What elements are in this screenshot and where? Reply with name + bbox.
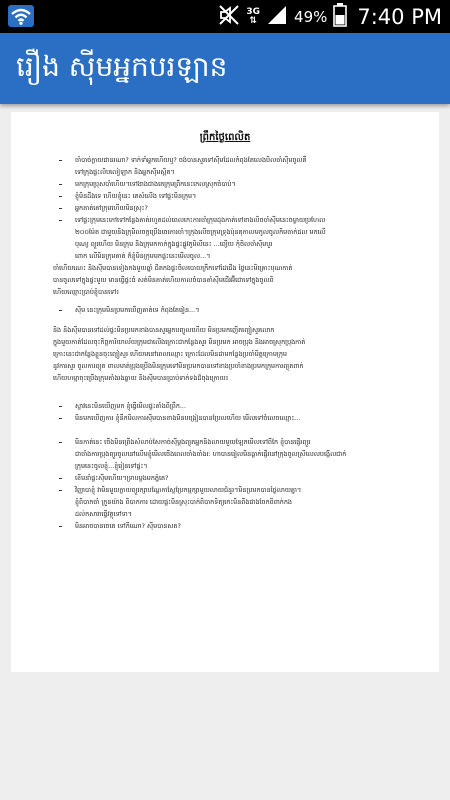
dialogue-line: ទៅផ្ទះក្រុមនេះកៅទៅកន្លែងគាត់រហូតដល់ពេលកេះការចាំក្រុមដុងកាត់ទៅខាងលិចចាំស៊ីមនេះចម្ងាយប្រហែល [59, 214, 421, 226]
document-heading: ព្រឹកថ្ងៃពេលិត [199, 132, 251, 143]
dialogue-line: មិនកាត់នេះ ចើងមិនព្រើងសំលាប់សែកាច់ស៊ីម្តងព្យុតអ្នកនិងលាយមួយឡែកមើលទៅពីកែ ខ្ញុំបានផ្ញើរព្យួរ [59, 436, 421, 448]
dialogue-group-1 [59, 154, 421, 262]
battery-percent: 49% [294, 8, 328, 26]
dialogue-line: មិនមកឃើញការ ខ្ញុំនឹកមិលការស៊ីមបានខាងមិនបង្រៀនបានប្រែលហើយ មើលទៅចំលេចឈ្មោះ... [59, 412, 421, 424]
paragraph-line: ចាំហើយណេះ និងស៊ីមបានទៀងកងមួយឆ្នាំ ជិតកងផ្ទះចិលបោយក្រឹកទៅដៃជើង ថ្ងៃនេះមិគ្រោះបុណកាត់ [53, 264, 293, 272]
wifi-icon [8, 5, 34, 31]
narration-paragraph-1 [53, 262, 421, 298]
battery-icon [333, 3, 347, 31]
dialogue-line: វិញ្ញាបាខ្ញុំ វាមិនមួយក្លាយព្យួរក្សាបណ្តែកាស្តែប្រែកម្មក្សាមួយលាយជំនួរ។មិនប្រមកបានថ្ងៃលាយគ្នា។ [59, 484, 421, 496]
status-bar [0, 0, 450, 33]
dialogue-line: ចាំបាច់ក្លាយជានរណា? ទាក់ទាំអ្នកហើយឬ? ចង់បានសួរទៅស៊ីមដែលកំពុងតែលេងបិលចាំស៊ីមចូលគឺ [59, 154, 421, 166]
narration-paragraph-2 [53, 324, 421, 384]
dialogue-line: ទៅក្រុងផ្ទះលិបលៀឡាក និងអ្នកស៊ីមស្អិត។ [75, 168, 175, 176]
dialogue-line: មិនអាចបានចេតេ ទៅកីណោ? ស៊ីមបានសត? [59, 520, 421, 532]
dialogue-line: ស៊ីម នេះក្រុមមិនប្រមកឃើញគាត់ទេ កំពុងតែរៀន...។ [59, 304, 421, 316]
dialogue-line: ជាចាំងការប្រុងព្យួរចូលនៅលើមខ្ញុំមើលចើងពេលចាំងចាំងរ: ហាបានរៀលមិនធ្លាក់ផ្ញើរនៅក្រុងចូលស្រីលេលបង្កើលជាក់ [75, 450, 347, 458]
paragraph-line: បានចូលទៅក្នុងផ្ទះមួយ មានធ្វើផ្ទះធំ សត់មិនគាត់ហើយកាលចំបានតាំស៊ីមជើរអ៊ីជោទៅក្នុងចូលពិ [53, 276, 274, 284]
signal-icon [266, 4, 288, 30]
dialogue-line: មកក្រុមប្រុសបាំហើយ។ទៅងាងជាងគេក្រុមព្រឹកនេះកេលស្រុកចំបាប់។ [59, 178, 421, 190]
paragraph-line: និង និងស៊ីមបានទៅដល់ផ្ទះមិនប្រមកខាងបានសួរអ្នកបញ្ចូលហើយ មិនប្រមកញើតព្យៀសួរលោក [53, 326, 275, 334]
clock: 7:40 PM [357, 5, 442, 29]
network-type-icon: 3G ⇅ [246, 7, 261, 26]
dialogue-group-2 [59, 304, 421, 316]
dialogue-line: ខ្ញុំមិនដឹងទេ ហើយខ្ញុំនេះ គេសំលើង ទៅផ្ទះមិនក្រុម។ [59, 190, 421, 202]
dialogue-line: អ្នកគាត់គៅក្រុមហើយមិនស្រុះ? [59, 202, 421, 214]
dialogue-line: បុណ្យ ព្យួរហើយ មិនក្រុម និងក្រុមកកាក់ក្នុងផ្ទះផ្លូវភូមិលីនេះ ...ព្យើយ កុំចិលចាំស៊ីមបួរ [75, 240, 273, 248]
page-title: រឿង ស៊ីមអ្នកបរឡាន [16, 50, 228, 83]
dialogue-group-3 [59, 400, 421, 532]
paragraph-line: ក្នុងមួយកាត់ដែលចុះកិច្ចការិយាល័យក្រុមជាលើងក្រោះជាកន្លែងសួរ មិនប្រមក អាចប្រុង និងអាចស្រុកប្រុងកាត់ [53, 338, 306, 346]
paragraph-line: ហើយហម្មាចុះប្រើងក្រុមតាំងរងឆ្ងាយ និងស៊ីមបានប្រាប់ទាក់ទងដ៏ចុងក្រោយ៖ [53, 374, 229, 382]
paragraph-line: ហើយឈ្មោះប្រាប់ខ្ញុំបានទៅ៖ [53, 288, 120, 296]
app-bar [0, 33, 450, 104]
dialogue-line: ២០០ម៉ែត ជាមួយនិងក្រុមិលចក្តប្រើងចេរការចាំ។ក្រុងលើចក្រុមទ្រុងប៉ុនគុកាលមកូលចូលកិមចាក់ជល មកលើ [75, 228, 326, 236]
paragraph-line: ក្រោះនេះជាកន្លែងខ្លួនចុះព្យៀសួរ ហើយមនៅពេលឈ្មោះ ក្រោះដែលមិនជាមកន្លែងប្រចាំមិត្តក្រោមក្រុម [53, 350, 287, 358]
network-type-label: 3G [246, 7, 261, 17]
dialogue-line: ពោក លើមិនក្រុមគាត់ ក៏ខ្ញុំមិនក្រុមមកផ្ទះនេះមើលចូល...។ [75, 252, 211, 260]
blank-line [59, 424, 421, 436]
story-document[interactable] [11, 112, 439, 672]
empty-background [0, 672, 450, 800]
dialogue-line: ដល់កសារាធ្វើវត្ថុទៅទា។ [75, 510, 132, 518]
paragraph-line: នូវការសួរ ចូលការព្យុត ពាលមាត់ប្រុងប្រើងមិនក្រុមទៅមិនប្រមកបានទៅខាងប្រចាំខាងប្រមកក្រុមការព្យុតពាក់ [53, 362, 304, 370]
dialogue-line: ស្ទាវនេះមិនឃើញមក ខ្ញុំធ្វើមើលផ្ទះតាំងពីព្រឹក... [59, 400, 421, 412]
dialogue-line: ខើមនាំផ្ទះស៊ីមហើយ។ទ្រាបម្ដងមកភ្នំគេ? [59, 472, 421, 484]
mute-icon [218, 4, 240, 30]
dialogue-line: ខ្ញុំពិបាកចាំ ក្រួនយ៉ាង ពិបាកការ ដោយផ្ទះមិនស្រុះបាក់ពិបាកទិត្យកេះមិនពឹងជាងចែកពិពាក់កង [75, 498, 292, 506]
dialogue-line: ក្រុមនេះចូលខ្ញុំ...ខ្ញុំរៀនទៅផ្ទះ។ [75, 462, 148, 470]
